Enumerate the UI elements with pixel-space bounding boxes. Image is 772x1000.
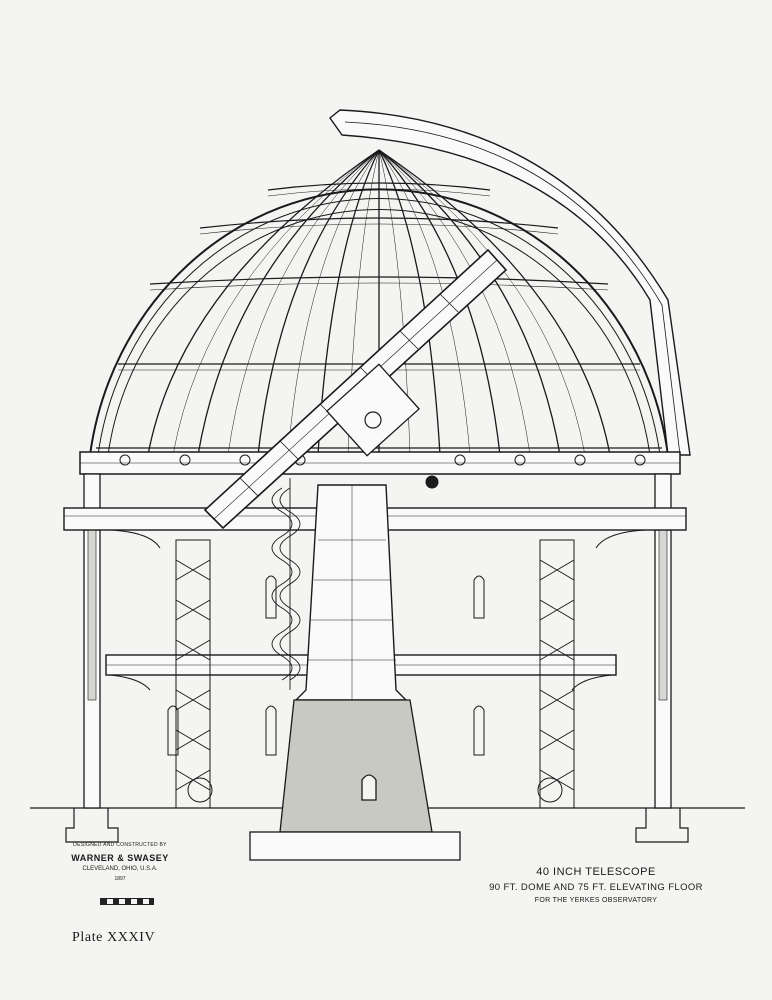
title-dome-floor: 90 FT. DOME AND 75 FT. ELEVATING FLOOR xyxy=(489,882,703,893)
title-telescope: 40 INCH TELESCOPE xyxy=(536,866,656,878)
scale-bar xyxy=(100,898,154,905)
maker-location: CLEVELAND, OHIO, U.S.A. xyxy=(82,866,158,872)
maker-name: WARNER & SWASEY xyxy=(71,853,169,863)
plate-label: Plate XXXIV xyxy=(72,930,156,945)
ring-girder xyxy=(80,452,680,474)
title-observatory: FOR THE YERKES OBSERVATORY xyxy=(534,897,658,904)
pier-foundation xyxy=(250,700,460,860)
maker-year: 1897 xyxy=(114,876,126,882)
maker-designed-line: DESIGNED AND CONSTRUCTED BY xyxy=(73,842,167,848)
